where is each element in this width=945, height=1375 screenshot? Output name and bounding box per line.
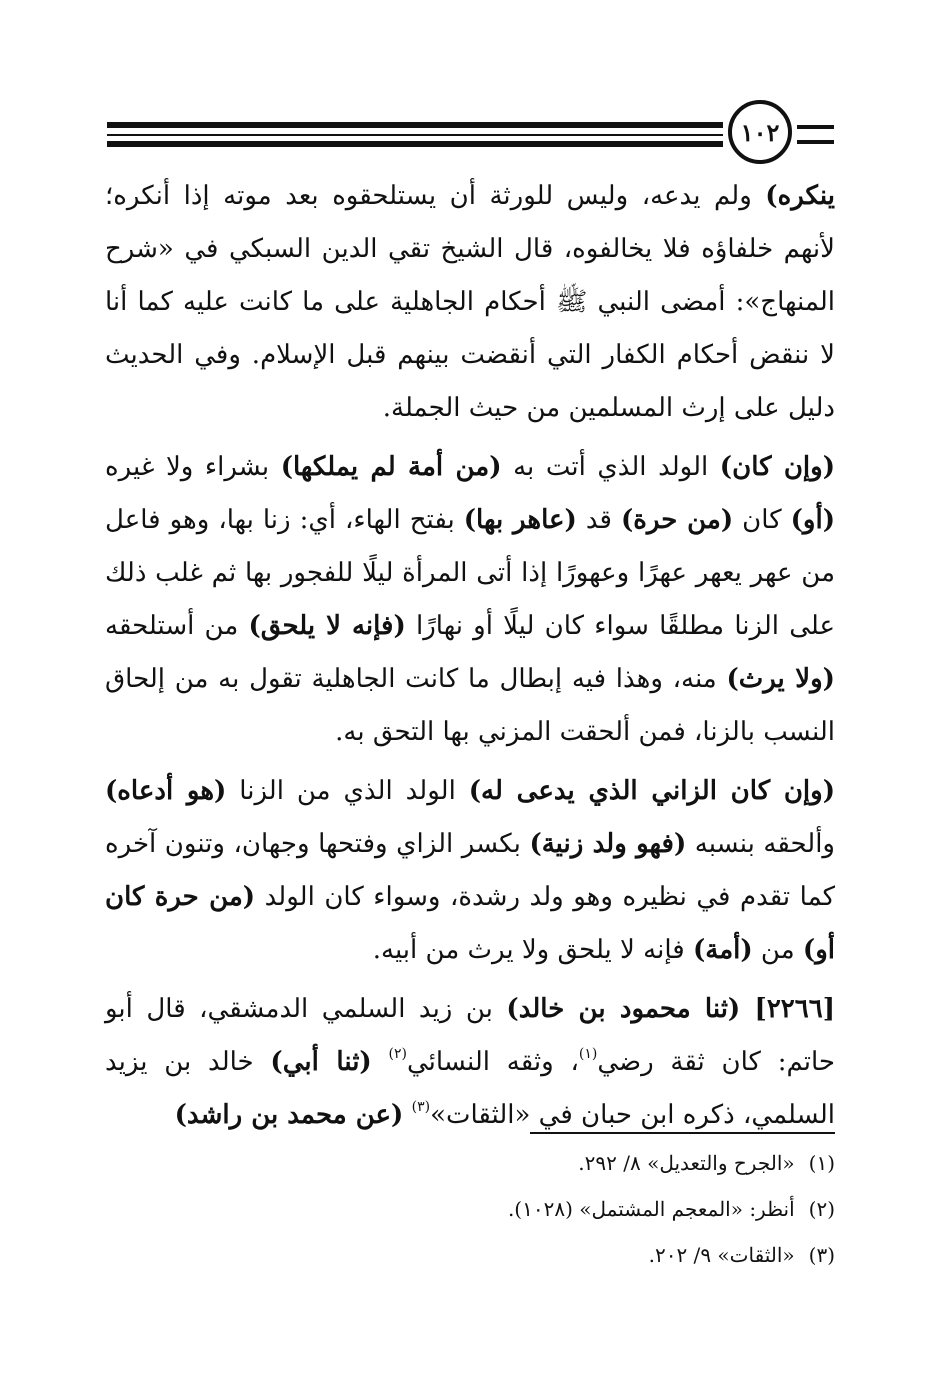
emphasized-text: (هو أدعاه) xyxy=(105,776,227,806)
paragraph-text: بن زيد السلمي الدمشقي، قال أبو حاتم: كان ثقة رضي xyxy=(105,994,835,1077)
paragraph-text: من أستلحقه xyxy=(105,611,249,641)
header-rule xyxy=(797,125,834,129)
emphasized-text: (وإن كان) xyxy=(719,452,836,482)
paragraph-text: الولد الذي من الزنا xyxy=(226,776,469,806)
footnote-marker: (٣) xyxy=(411,1099,431,1115)
emphasized-text: (عن محمد بن راشد) xyxy=(174,1100,404,1130)
paragraph-text: ، وثقه النسائي xyxy=(407,1047,579,1077)
paragraph-text xyxy=(372,1047,389,1077)
paragraph-text: بفتح الهاء، أي: زنا بها، وهو فاعل من عهر يعهر عهرًا وعهورًا إذا أتى المرأة ليلًا للفجور بها ثم غلب ذلك على الزنا مطلقًا سواء كان ليلًا أو نهارًا xyxy=(105,505,835,641)
footnote-marker: (٢) xyxy=(388,1046,407,1062)
footnote-text: أنظر: «المعجم المشتمل» (١٠٢٨). xyxy=(507,1197,795,1221)
emphasized-text: [٢٢٦٦] (ثنا محمود بن خالد) xyxy=(506,994,835,1024)
emphasized-text: (فهو ولد زنية) xyxy=(529,829,687,859)
header-rule xyxy=(107,141,723,147)
header-rule xyxy=(797,140,834,144)
paragraph-text: خالد بن يزيد السلمي، ذكره ابن حبان في «الثقات» xyxy=(105,1047,835,1130)
emphasized-text: (من حرة كان أو) xyxy=(105,882,835,965)
footnote xyxy=(105,1186,835,1232)
emphasized-text: (وإن كان الزاني الذي يدعى له) xyxy=(468,776,835,806)
paragraph xyxy=(105,765,835,977)
paragraph-text: منه، وهذا فيه إبطال ما كانت الجاهلية تقول به من إلحاق النسب بالزنا، فمن ألحقت المزني بها التحق به. xyxy=(105,664,835,747)
emphasized-text: (ثنا أبي) xyxy=(270,1047,372,1077)
emphasized-text: (عاهر بها) xyxy=(463,505,577,535)
paragraph-text: كان xyxy=(733,505,791,535)
emphasized-text: (من حرة) xyxy=(620,505,734,535)
paragraph xyxy=(105,983,835,1142)
footnote-number: (٢) xyxy=(808,1197,835,1221)
page-number: ١٠٢ xyxy=(740,117,780,147)
emphasized-text: (أمة) xyxy=(692,935,753,965)
footnotes xyxy=(105,1140,835,1278)
paragraph-text: الولد الذي أتت به xyxy=(501,452,720,482)
paragraph-text: وألحقه بنسبه xyxy=(686,829,835,859)
footnote-marker: (١) xyxy=(578,1046,598,1062)
header-rule xyxy=(107,134,723,136)
page-number-badge xyxy=(728,100,792,164)
emphasized-text: (ولا يرث) xyxy=(726,664,835,694)
footnote-text: «الثقات» ٩/ ٢٠٢. xyxy=(648,1243,795,1267)
emphasized-text: (فإنه لا يلحق) xyxy=(248,611,406,641)
paragraph-text: بشراء ولا غيره xyxy=(105,452,281,482)
footnote xyxy=(105,1140,835,1186)
paragraph xyxy=(105,170,835,435)
paragraph-text xyxy=(403,1100,411,1130)
emphasized-text: (أو) xyxy=(790,505,835,535)
paragraph-text: من xyxy=(752,935,803,965)
emphasized-text: ينكره) xyxy=(765,181,835,211)
footnote-number: (١) xyxy=(808,1151,835,1175)
footnote-number: (٣) xyxy=(808,1243,835,1267)
paragraph xyxy=(105,441,835,759)
footnote-text: «الجرح والتعديل» ٨/ ٢٩٢. xyxy=(578,1151,795,1175)
footnote xyxy=(105,1232,835,1278)
paragraph-text: قد xyxy=(576,505,621,535)
emphasized-text: (من أمة لم يملكها) xyxy=(280,452,502,482)
paragraph-text: فإنه لا يلحق ولا يرث من أبيه. xyxy=(372,935,693,965)
footnote-separator xyxy=(530,1132,835,1134)
paragraph-text: بكسر الزاي وفتحها وجهان، وتنون آخره كما تقدم في نظيره وهو ولد رشدة، وسواء كان الولد xyxy=(105,829,835,912)
main-text xyxy=(105,170,835,1148)
paragraph-text: ولم يدعه، وليس للورثة أن يستلحقوه بعد موته إذا أنكره؛ لأنهم خلفاؤه فلا يخالفوه، قال الشيخ تقي الدين السبكي في «شرح المنهاج»: أمضى النبي ﷺ أحكام الجاهلية على ما كانت عليه كما أنا لا ننقض أحكام الكفار التي أنقضت بينهم قبل الإسلام. وفي الحديث دليل على إرث المسلمين من حيث الجملة. xyxy=(105,181,835,423)
header-rule xyxy=(107,122,723,128)
